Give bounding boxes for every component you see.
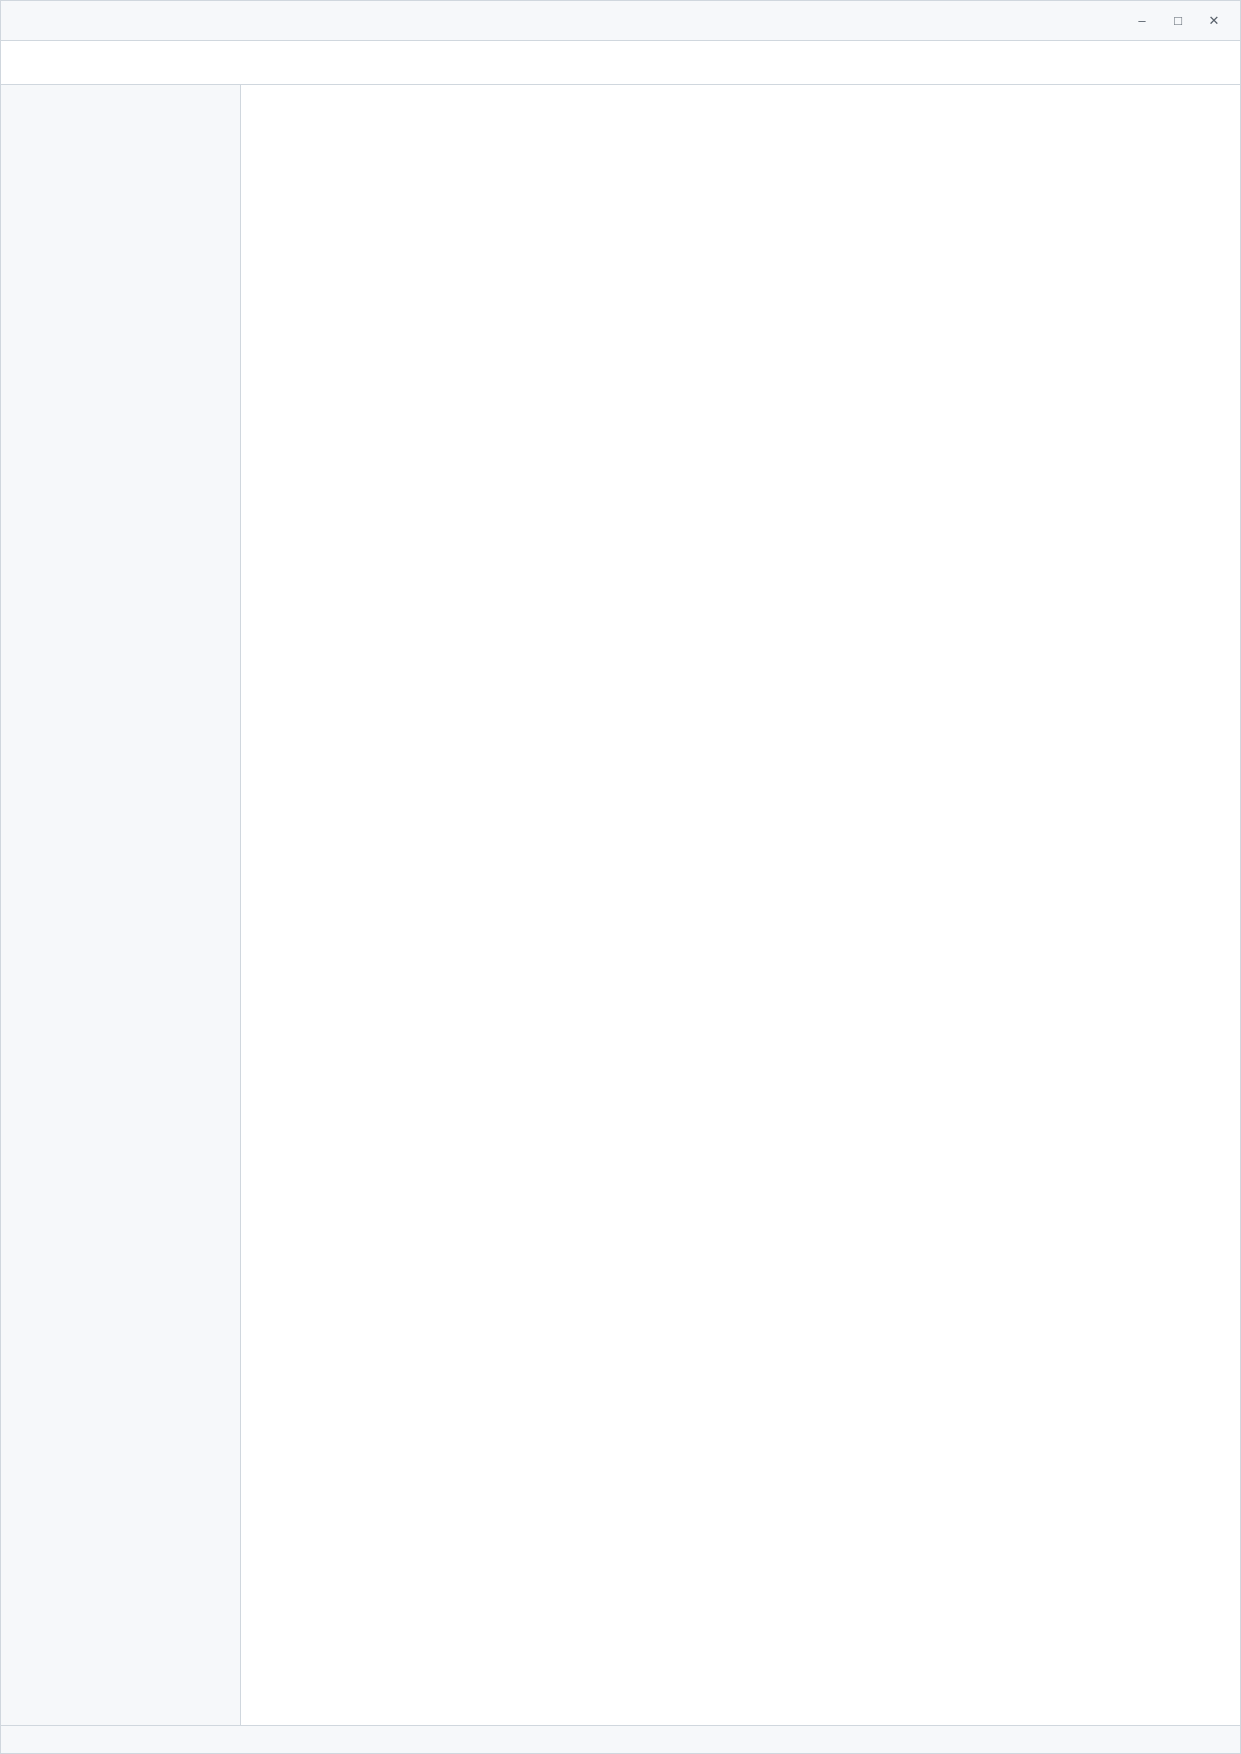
status-bar <box>1 1725 1240 1753</box>
window-controls <box>1128 9 1228 33</box>
toolbar <box>1 41 1240 85</box>
close-icon[interactable]: ✕ <box>1208 12 1220 28</box>
main-content <box>241 85 1240 1725</box>
app-body <box>1 85 1240 1725</box>
sidebar <box>1 85 241 1725</box>
maximize-icon[interactable]: □ <box>1174 13 1182 28</box>
title-bar <box>1 1 1240 41</box>
minimize-icon[interactable]: – <box>1138 13 1146 28</box>
